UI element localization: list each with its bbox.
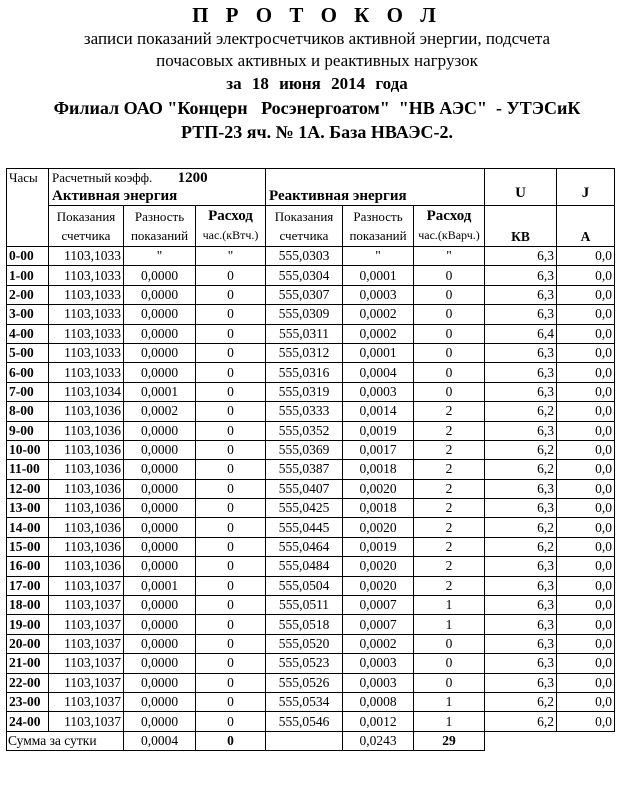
reactive-reading-cell: 555,0333	[266, 402, 343, 421]
active-expense-cell: 0	[196, 324, 266, 343]
reactive-reading-cell: 555,0546	[266, 712, 343, 731]
active-diff-cell: 0,0000	[124, 363, 196, 382]
u-unit: КВ	[485, 206, 557, 247]
sum-label: Сумма за сутки	[7, 731, 124, 750]
active-meter-label: счетчика	[61, 228, 111, 243]
table-row	[7, 324, 615, 343]
active-expense-header	[196, 206, 266, 247]
active-diff-header	[124, 206, 196, 247]
voltage-cell: 6,2	[485, 460, 557, 479]
hour-cell: 7-00	[7, 382, 49, 401]
active-readings-label: Показания	[56, 209, 116, 224]
table-row	[7, 712, 615, 731]
active-expense-unit: час.(кВтч.)	[202, 228, 259, 242]
reactive-expense-label: Расход	[426, 208, 472, 224]
active-diff-label: Разность	[134, 209, 185, 224]
sum-reactive-expense: 29	[414, 731, 485, 750]
active-diff-cell: 0,0000	[124, 285, 196, 304]
active-diff-cell: 0,0000	[124, 712, 196, 731]
active-reading-cell: 1103,1037	[49, 596, 124, 615]
hour-cell: 5-00	[7, 343, 49, 362]
j-header: J	[557, 169, 615, 206]
current-cell: 0,0	[557, 654, 615, 673]
active-reading-cell: 1103,1036	[49, 402, 124, 421]
reactive-expense-cell: 2	[414, 479, 485, 498]
reactive-expense-cell: 1	[414, 712, 485, 731]
active-diff-cell: 0,0000	[124, 537, 196, 556]
active-expense-cell: 0	[196, 363, 266, 382]
reactive-expense-unit: час.(кВарч.)	[418, 228, 480, 242]
reactive-reading-cell: 555,0534	[266, 692, 343, 711]
reactive-expense-cell: 2	[414, 460, 485, 479]
voltage-cell: 6,3	[485, 266, 557, 285]
reactive-expense-cell: 0	[414, 324, 485, 343]
current-cell: 0,0	[557, 382, 615, 401]
voltage-cell: 6,3	[485, 634, 557, 653]
active-expense-cell: 0	[196, 479, 266, 498]
active-diff-cell: 0,0000	[124, 324, 196, 343]
reactive-expense-cell: 2	[414, 499, 485, 518]
active-reading-cell: 1103,1036	[49, 440, 124, 459]
current-cell: 0,0	[557, 363, 615, 382]
sum-j	[557, 731, 615, 750]
coef-label: Расчетный коэфф.	[52, 170, 153, 185]
voltage-cell: 6,2	[485, 402, 557, 421]
reactive-expense-cell: 1	[414, 615, 485, 634]
reactive-expense-cell: 0	[414, 285, 485, 304]
table-row	[7, 692, 615, 711]
table-row	[7, 460, 615, 479]
active-diff-cell: 0,0000	[124, 460, 196, 479]
active-expense-label: Расход	[208, 208, 253, 224]
reactive-diff-cell: 0,0002	[343, 305, 414, 324]
reactive-reading-cell: 555,0352	[266, 421, 343, 440]
active-expense-cell: 0	[196, 576, 266, 595]
current-cell: 0,0	[557, 343, 615, 362]
table-row	[7, 596, 615, 615]
reactive-reading-cell: 555,0369	[266, 440, 343, 459]
table-row	[7, 382, 615, 401]
table-row	[7, 537, 615, 556]
active-energy-header	[49, 169, 266, 206]
reactive-reading-cell: 555,0504	[266, 576, 343, 595]
reactive-diff-cell: 0,0007	[343, 596, 414, 615]
active-expense-cell: 0	[196, 518, 266, 537]
table-row	[7, 247, 615, 266]
reactive-expense-cell: 2	[414, 402, 485, 421]
voltage-cell: 6,3	[485, 654, 557, 673]
reactive-diff-cell: 0,0001	[343, 343, 414, 362]
table-row	[7, 421, 615, 440]
current-cell: 0,0	[557, 518, 615, 537]
voltage-cell: 6,3	[485, 247, 557, 266]
current-cell: 0,0	[557, 460, 615, 479]
table-row	[7, 499, 615, 518]
voltage-cell: 6,3	[485, 363, 557, 382]
active-reading-cell: 1103,1036	[49, 537, 124, 556]
reactive-diff-cell: 0,0019	[343, 537, 414, 556]
reactive-diff-cell: 0,0017	[343, 440, 414, 459]
protocol-header	[0, 0, 634, 144]
reactive-diff-cell: 0,0020	[343, 479, 414, 498]
current-cell: 0,0	[557, 266, 615, 285]
active-expense-cell: 0	[196, 305, 266, 324]
sum-active-expense: 0	[196, 731, 266, 750]
reactive-reading-cell: 555,0464	[266, 537, 343, 556]
table-row	[7, 654, 615, 673]
active-expense-cell: 0	[196, 460, 266, 479]
reactive-diff-cell: 0,0020	[343, 518, 414, 537]
reactive-diff-header	[343, 206, 414, 247]
reactive-diff-label: Разность	[353, 209, 403, 224]
reactive-diff-label-2: показаний	[349, 228, 407, 243]
table-row	[7, 266, 615, 285]
table-row	[7, 440, 615, 459]
reactive-reading-cell: 555,0425	[266, 499, 343, 518]
current-cell: 0,0	[557, 712, 615, 731]
reactive-reading-cell: 555,0307	[266, 285, 343, 304]
voltage-cell: 6,3	[485, 343, 557, 362]
current-cell: 0,0	[557, 596, 615, 615]
active-reading-cell: 1103,1037	[49, 615, 124, 634]
voltage-cell: 6,3	[485, 673, 557, 692]
reactive-expense-cell: 0	[414, 363, 485, 382]
reactive-expense-cell: 2	[414, 440, 485, 459]
active-reading-cell: 1103,1033	[49, 266, 124, 285]
reactive-diff-cell: 0,0003	[343, 673, 414, 692]
reactive-reading-cell: 555,0526	[266, 673, 343, 692]
active-reading-cell: 1103,1033	[49, 305, 124, 324]
hour-cell: 4-00	[7, 324, 49, 343]
current-cell: 0,0	[557, 692, 615, 711]
reactive-diff-cell: 0,0002	[343, 634, 414, 653]
reactive-diff-cell: 0,0018	[343, 499, 414, 518]
table-row	[7, 343, 615, 362]
protocol-date: за 18 июня 2014 года	[226, 74, 408, 93]
voltage-cell: 6,3	[485, 421, 557, 440]
reactive-expense-cell: 0	[414, 654, 485, 673]
reactive-diff-cell: 0,0003	[343, 382, 414, 401]
header-row-1	[7, 169, 615, 206]
voltage-cell: 6,2	[485, 712, 557, 731]
active-expense-cell: 0	[196, 634, 266, 653]
table-row	[7, 615, 615, 634]
current-cell: 0,0	[557, 634, 615, 653]
reactive-expense-cell: 0	[414, 266, 485, 285]
voltage-cell: 6,2	[485, 440, 557, 459]
active-reading-cell: 1103,1037	[49, 692, 124, 711]
substation-line: РТП-23 яч. № 1А. База НВАЭС-2.	[181, 122, 453, 142]
hour-cell: 12-00	[7, 479, 49, 498]
table-row	[7, 634, 615, 653]
reactive-reading-cell: 555,0312	[266, 343, 343, 362]
hour-cell: 8-00	[7, 402, 49, 421]
reactive-reading-cell: 555,0511	[266, 596, 343, 615]
reactive-diff-cell: "	[343, 247, 414, 266]
reactive-reading-cell: 555,0387	[266, 460, 343, 479]
hour-cell: 3-00	[7, 305, 49, 324]
reactive-expense-cell: 1	[414, 596, 485, 615]
sum-reactive-diff: 0,0243	[343, 731, 414, 750]
voltage-cell: 6,3	[485, 615, 557, 634]
reactive-expense-cell: 0	[414, 305, 485, 324]
reactive-reading-cell: 555,0445	[266, 518, 343, 537]
table-row	[7, 673, 615, 692]
current-cell: 0,0	[557, 285, 615, 304]
active-diff-cell: 0,0000	[124, 440, 196, 459]
reactive-readings-label: Показания	[274, 209, 334, 224]
active-expense-cell: 0	[196, 421, 266, 440]
reactive-diff-cell: 0,0003	[343, 654, 414, 673]
current-cell: 0,0	[557, 402, 615, 421]
active-expense-cell: 0	[196, 499, 266, 518]
active-readings-header	[49, 206, 124, 247]
active-expense-cell: 0	[196, 440, 266, 459]
header-row-2	[7, 206, 615, 247]
voltage-cell: 6,3	[485, 382, 557, 401]
reactive-reading-cell: 555,0309	[266, 305, 343, 324]
hour-cell: 20-00	[7, 634, 49, 653]
reactive-readings-header	[266, 206, 343, 247]
reactive-reading-cell: 555,0407	[266, 479, 343, 498]
hour-cell: 22-00	[7, 673, 49, 692]
hour-cell: 18-00	[7, 596, 49, 615]
active-diff-cell: 0,0001	[124, 576, 196, 595]
current-cell: 0,0	[557, 576, 615, 595]
voltage-cell: 6,3	[485, 557, 557, 576]
hour-cell: 15-00	[7, 537, 49, 556]
active-expense-cell: 0	[196, 692, 266, 711]
active-expense-cell: 0	[196, 654, 266, 673]
table-row	[7, 305, 615, 324]
voltage-cell: 6,3	[485, 576, 557, 595]
current-cell: 0,0	[557, 324, 615, 343]
active-diff-cell: 0,0000	[124, 518, 196, 537]
current-cell: 0,0	[557, 615, 615, 634]
active-diff-cell: 0,0000	[124, 596, 196, 615]
reactive-diff-cell: 0,0007	[343, 615, 414, 634]
active-reading-cell: 1103,1036	[49, 518, 124, 537]
hour-cell: 16-00	[7, 557, 49, 576]
active-diff-cell: 0,0000	[124, 479, 196, 498]
reactive-expense-cell: "	[414, 247, 485, 266]
coef-value: 1200	[177, 170, 208, 186]
hour-cell: 23-00	[7, 692, 49, 711]
active-expense-cell: "	[196, 247, 266, 266]
active-diff-cell: 0,0002	[124, 402, 196, 421]
active-diff-cell: 0,0000	[124, 615, 196, 634]
active-expense-cell: 0	[196, 266, 266, 285]
reactive-reading-cell: 555,0484	[266, 557, 343, 576]
organization-line: Филиал ОАО "Концерн Росэнергоатом" "НВ АЭС" - УТЭСиК	[53, 98, 581, 118]
reactive-expense-cell: 0	[414, 634, 485, 653]
summary-row	[7, 731, 615, 750]
active-diff-cell: "	[124, 247, 196, 266]
reactive-diff-cell: 0,0014	[343, 402, 414, 421]
voltage-cell: 6,2	[485, 518, 557, 537]
readings-table	[6, 168, 615, 751]
active-diff-cell: 0,0000	[124, 343, 196, 362]
active-expense-cell: 0	[196, 402, 266, 421]
active-reading-cell: 1103,1037	[49, 576, 124, 595]
reactive-expense-cell: 2	[414, 557, 485, 576]
hour-cell: 10-00	[7, 440, 49, 459]
active-expense-cell: 0	[196, 537, 266, 556]
current-cell: 0,0	[557, 499, 615, 518]
active-diff-cell: 0,0000	[124, 634, 196, 653]
table-row	[7, 479, 615, 498]
table-row	[7, 402, 615, 421]
reactive-expense-cell: 2	[414, 421, 485, 440]
reactive-reading-cell: 555,0303	[266, 247, 343, 266]
hour-cell: 21-00	[7, 654, 49, 673]
table-row	[7, 557, 615, 576]
table-row	[7, 576, 615, 595]
active-diff-cell: 0,0000	[124, 654, 196, 673]
voltage-cell: 6,2	[485, 537, 557, 556]
reactive-energy-label: Реактивная энергия	[266, 169, 485, 206]
active-energy-label: Активная энергия	[52, 188, 178, 204]
reactive-diff-cell: 0,0003	[343, 285, 414, 304]
hour-cell: 9-00	[7, 421, 49, 440]
active-expense-cell: 0	[196, 382, 266, 401]
current-cell: 0,0	[557, 537, 615, 556]
active-reading-cell: 1103,1036	[49, 499, 124, 518]
voltage-cell: 6,3	[485, 285, 557, 304]
current-cell: 0,0	[557, 557, 615, 576]
active-reading-cell: 1103,1036	[49, 557, 124, 576]
active-expense-cell: 0	[196, 615, 266, 634]
active-diff-cell: 0,0000	[124, 692, 196, 711]
active-diff-cell: 0,0000	[124, 499, 196, 518]
active-reading-cell: 1103,1033	[49, 247, 124, 266]
voltage-cell: 6,4	[485, 324, 557, 343]
reactive-reading-cell: 555,0518	[266, 615, 343, 634]
hour-cell: 17-00	[7, 576, 49, 595]
active-diff-cell: 0,0000	[124, 266, 196, 285]
active-expense-cell: 0	[196, 596, 266, 615]
u-header: U	[485, 169, 557, 206]
table-row	[7, 285, 615, 304]
active-expense-cell: 0	[196, 673, 266, 692]
subtitle-line-1: записи показаний электросчетчиков активной энергии, подсчета	[83, 29, 551, 48]
voltage-cell: 6,2	[485, 692, 557, 711]
sum-reactive-reading	[266, 731, 343, 750]
hour-cell: 1-00	[7, 266, 49, 285]
reactive-diff-cell: 0,0020	[343, 576, 414, 595]
hour-cell: 13-00	[7, 499, 49, 518]
active-reading-cell: 1103,1037	[49, 634, 124, 653]
subtitle-line-2: почасовых активных и реактивных нагрузок	[156, 51, 478, 70]
reactive-expense-cell: 0	[414, 343, 485, 362]
current-cell: 0,0	[557, 440, 615, 459]
reactive-expense-cell: 1	[414, 692, 485, 711]
reactive-reading-cell: 555,0319	[266, 382, 343, 401]
active-reading-cell: 1103,1033	[49, 285, 124, 304]
active-reading-cell: 1103,1036	[49, 479, 124, 498]
reactive-diff-cell: 0,0019	[343, 421, 414, 440]
reactive-reading-cell: 555,0316	[266, 363, 343, 382]
voltage-cell: 6,3	[485, 596, 557, 615]
active-reading-cell: 1103,1033	[49, 363, 124, 382]
reactive-expense-cell: 0	[414, 382, 485, 401]
hour-cell: 14-00	[7, 518, 49, 537]
active-reading-cell: 1103,1036	[49, 460, 124, 479]
reactive-expense-cell: 2	[414, 576, 485, 595]
reactive-diff-cell: 0,0002	[343, 324, 414, 343]
reactive-expense-header	[414, 206, 485, 247]
current-cell: 0,0	[557, 479, 615, 498]
reactive-reading-cell: 555,0520	[266, 634, 343, 653]
table-row	[7, 518, 615, 537]
active-reading-cell: 1103,1033	[49, 343, 124, 362]
reactive-meter-label: счетчика	[279, 228, 329, 243]
hour-cell: 11-00	[7, 460, 49, 479]
table-row	[7, 363, 615, 382]
hour-cell: 24-00	[7, 712, 49, 731]
hours-header: Часы	[7, 169, 49, 247]
active-diff-cell: 0,0001	[124, 382, 196, 401]
sum-active-diff: 0,0004	[124, 731, 196, 750]
active-reading-cell: 1103,1033	[49, 324, 124, 343]
current-cell: 0,0	[557, 247, 615, 266]
voltage-cell: 6,3	[485, 499, 557, 518]
reactive-reading-cell: 555,0304	[266, 266, 343, 285]
active-reading-cell: 1103,1037	[49, 712, 124, 731]
active-reading-cell: 1103,1037	[49, 673, 124, 692]
reactive-expense-cell: 0	[414, 673, 485, 692]
reactive-diff-cell: 0,0020	[343, 557, 414, 576]
reactive-diff-cell: 0,0012	[343, 712, 414, 731]
reactive-reading-cell: 555,0523	[266, 654, 343, 673]
active-expense-cell: 0	[196, 712, 266, 731]
hour-cell: 2-00	[7, 285, 49, 304]
hour-cell: 0-00	[7, 247, 49, 266]
active-diff-cell: 0,0000	[124, 673, 196, 692]
reactive-expense-cell: 2	[414, 518, 485, 537]
reactive-diff-cell: 0,0008	[343, 692, 414, 711]
active-expense-cell: 0	[196, 557, 266, 576]
voltage-cell: 6,3	[485, 305, 557, 324]
active-diff-label-2: показаний	[130, 228, 189, 243]
current-cell: 0,0	[557, 421, 615, 440]
voltage-cell: 6,3	[485, 479, 557, 498]
active-diff-cell: 0,0000	[124, 421, 196, 440]
sum-u	[485, 731, 557, 750]
j-unit: А	[557, 206, 615, 247]
reactive-diff-cell: 0,0001	[343, 266, 414, 285]
active-reading-cell: 1103,1036	[49, 421, 124, 440]
reactive-diff-cell: 0,0018	[343, 460, 414, 479]
reactive-reading-cell: 555,0311	[266, 324, 343, 343]
hour-cell: 19-00	[7, 615, 49, 634]
protocol-title: П Р О Т О К О Л	[192, 3, 442, 27]
current-cell: 0,0	[557, 305, 615, 324]
active-reading-cell: 1103,1034	[49, 382, 124, 401]
hour-cell: 6-00	[7, 363, 49, 382]
active-reading-cell: 1103,1037	[49, 654, 124, 673]
active-diff-cell: 0,0000	[124, 305, 196, 324]
current-cell: 0,0	[557, 673, 615, 692]
active-expense-cell: 0	[196, 285, 266, 304]
active-expense-cell: 0	[196, 343, 266, 362]
reactive-expense-cell: 2	[414, 537, 485, 556]
reactive-diff-cell: 0,0004	[343, 363, 414, 382]
active-diff-cell: 0,0000	[124, 557, 196, 576]
